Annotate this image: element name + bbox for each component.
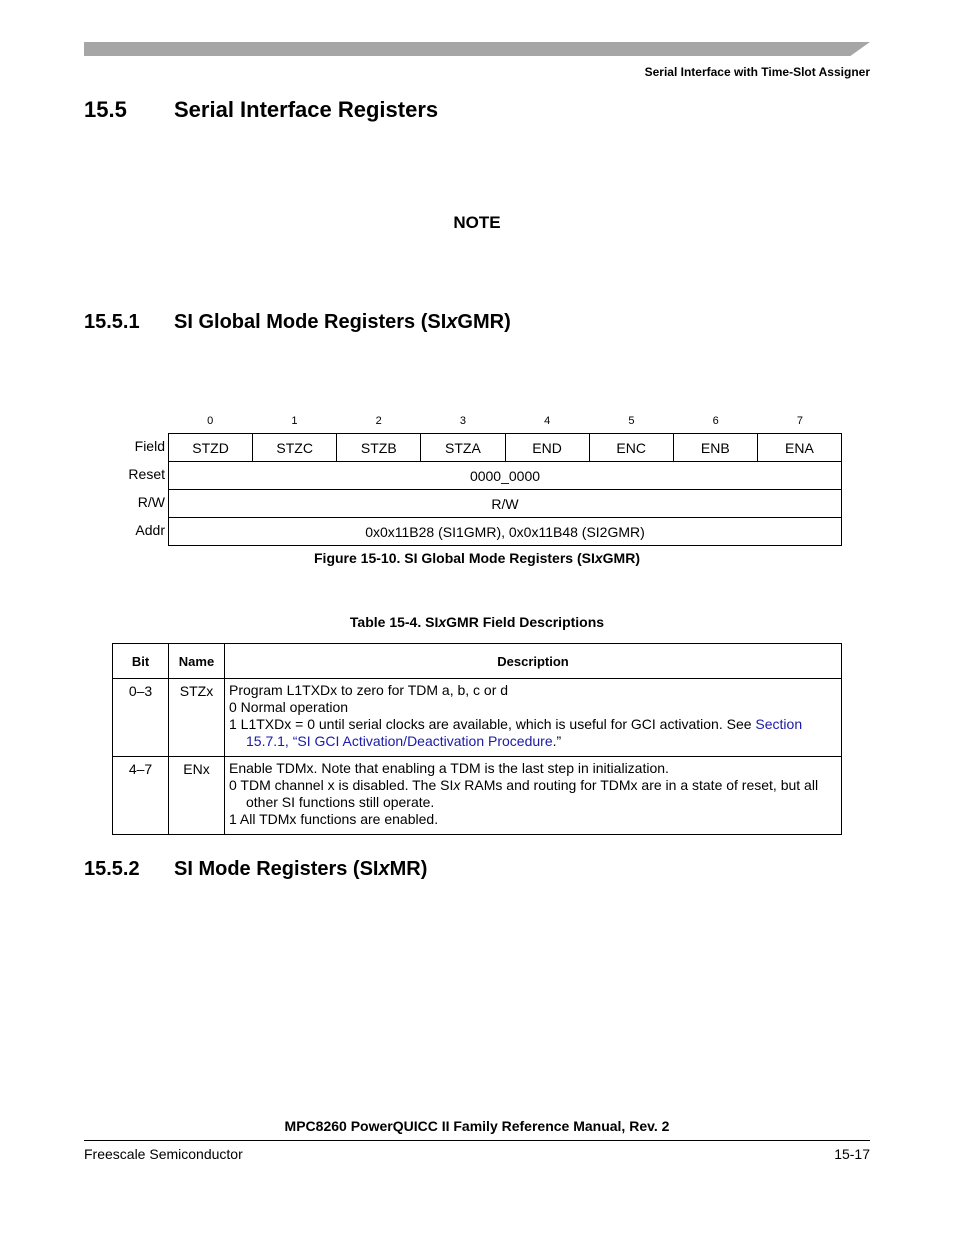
register-addr-row [169, 518, 841, 545]
cell-bit: 4–7 [113, 757, 169, 835]
register-rw-value: R/W [491, 495, 519, 512]
caption-italic: x [594, 550, 603, 566]
footer-company: Freescale Semiconductor [84, 1146, 243, 1162]
register-field-cell: ENC [590, 434, 674, 461]
register-field-cell: END [506, 434, 590, 461]
cell-description [225, 679, 842, 757]
bit-number: 4 [544, 415, 551, 427]
register-diagram [168, 433, 842, 546]
footer-title: MPC8260 PowerQUICC II Family Reference Manual, Rev. 2 [284, 1118, 670, 1134]
desc-intro: Enable TDMx. Note that enabling a TDM is the last step in initialization. [229, 760, 669, 776]
cell-name: ENx [169, 757, 225, 835]
section-title: Serial Interface Registers [174, 97, 439, 122]
note-heading: NOTE [453, 213, 501, 232]
subsection-title-part: MR) [389, 858, 428, 880]
table-header-row [113, 644, 842, 679]
subsection-number: 15.5.2 [84, 858, 140, 880]
section-link[interactable]: Section 15.7.1, “SI GCI Activation/Deactivation Procedure [246, 716, 803, 749]
table-row [113, 679, 842, 757]
register-field-cell: ENA [785, 439, 814, 456]
header-name: Name [169, 644, 225, 679]
subsection-number: 15.5.1 [84, 311, 140, 333]
subsection-title-part: SI Global Mode Registers (SI [174, 311, 447, 333]
register-field-cell: STZB [337, 434, 421, 461]
bit-numbers [168, 415, 842, 427]
section-heading [84, 97, 438, 123]
subsection-heading-1 [84, 311, 511, 334]
section-number: 15.5 [84, 97, 127, 122]
desc-item-italic: x [453, 777, 461, 793]
subsection-title-part: GMR) [457, 311, 511, 333]
subsection-title-italic: x [446, 311, 458, 333]
cell-bit: 0–3 [113, 679, 169, 757]
running-title: Serial Interface with Time-Slot Assigner [644, 65, 870, 79]
row-label-field: Field [134, 438, 165, 454]
desc-item [229, 716, 837, 750]
page-number: 15-17 [834, 1146, 870, 1162]
table-row [113, 757, 842, 835]
register-field-cell: STZA [421, 434, 505, 461]
bit-number: 7 [796, 415, 803, 427]
caption-part: GMR Field Descriptions [446, 614, 605, 630]
register-field-cell: STZD [169, 434, 253, 461]
subsection-title-part: SI Mode Registers (SI [174, 858, 379, 880]
row-label-reset: Reset [128, 466, 165, 482]
row-label-addr: Addr [135, 522, 165, 538]
desc-item-text: 1 L1TXDx = 0 until serial clocks are available, which is useful for GCI activation. See [229, 716, 756, 732]
field-description-table [112, 643, 842, 835]
desc-item-end: .” [552, 733, 562, 749]
bit-number: 1 [291, 415, 298, 427]
subsection-title-italic: x [378, 858, 390, 880]
register-addr-value: 0x0x11B28 (SI1GMR), 0x0x11B48 (SI2GMR) [365, 523, 645, 540]
bit-number: 3 [459, 415, 466, 427]
header-bar [84, 42, 870, 56]
cell-description [225, 757, 842, 835]
register-field-cell: STZC [253, 434, 337, 461]
bit-number: 2 [375, 415, 382, 427]
figure-caption [0, 550, 954, 566]
bit-number: 0 [207, 415, 214, 427]
desc-item-text: RAMs and routing for TDMx are in a state of reset, but all other SI functions still operate. [246, 777, 819, 810]
bit-number: 6 [712, 415, 719, 427]
cell-name: STZx [169, 679, 225, 757]
table-caption [0, 614, 954, 630]
register-reset-row [169, 462, 841, 490]
header-bit: Bit [113, 644, 169, 679]
desc-item-text: 0 TDM channel x is disabled. The SI [229, 777, 454, 793]
header-description: Description [225, 644, 842, 679]
register-reset-value: 0000_0000 [469, 467, 541, 484]
desc-item [229, 777, 837, 811]
register-field-cell: ENB [674, 434, 758, 461]
desc-item: 0 Normal operation [229, 699, 349, 715]
row-label-rw: R/W [137, 494, 165, 510]
footer-rule [84, 1140, 870, 1141]
register-rw-row [169, 490, 841, 518]
caption-part: Table 15-4. SI [349, 614, 439, 630]
desc-intro: Program L1TXDx to zero for TDM a, b, c or d [229, 682, 509, 698]
desc-item: 1 All TDMx functions are enabled. [229, 811, 439, 827]
register-field-row [169, 434, 841, 462]
caption-part: Figure 15-10. SI Global Mode Registers (SI [314, 550, 595, 566]
caption-italic: x [438, 614, 447, 630]
subsection-heading-2 [84, 858, 427, 881]
bit-number: 5 [628, 415, 635, 427]
caption-part: GMR) [602, 550, 640, 566]
